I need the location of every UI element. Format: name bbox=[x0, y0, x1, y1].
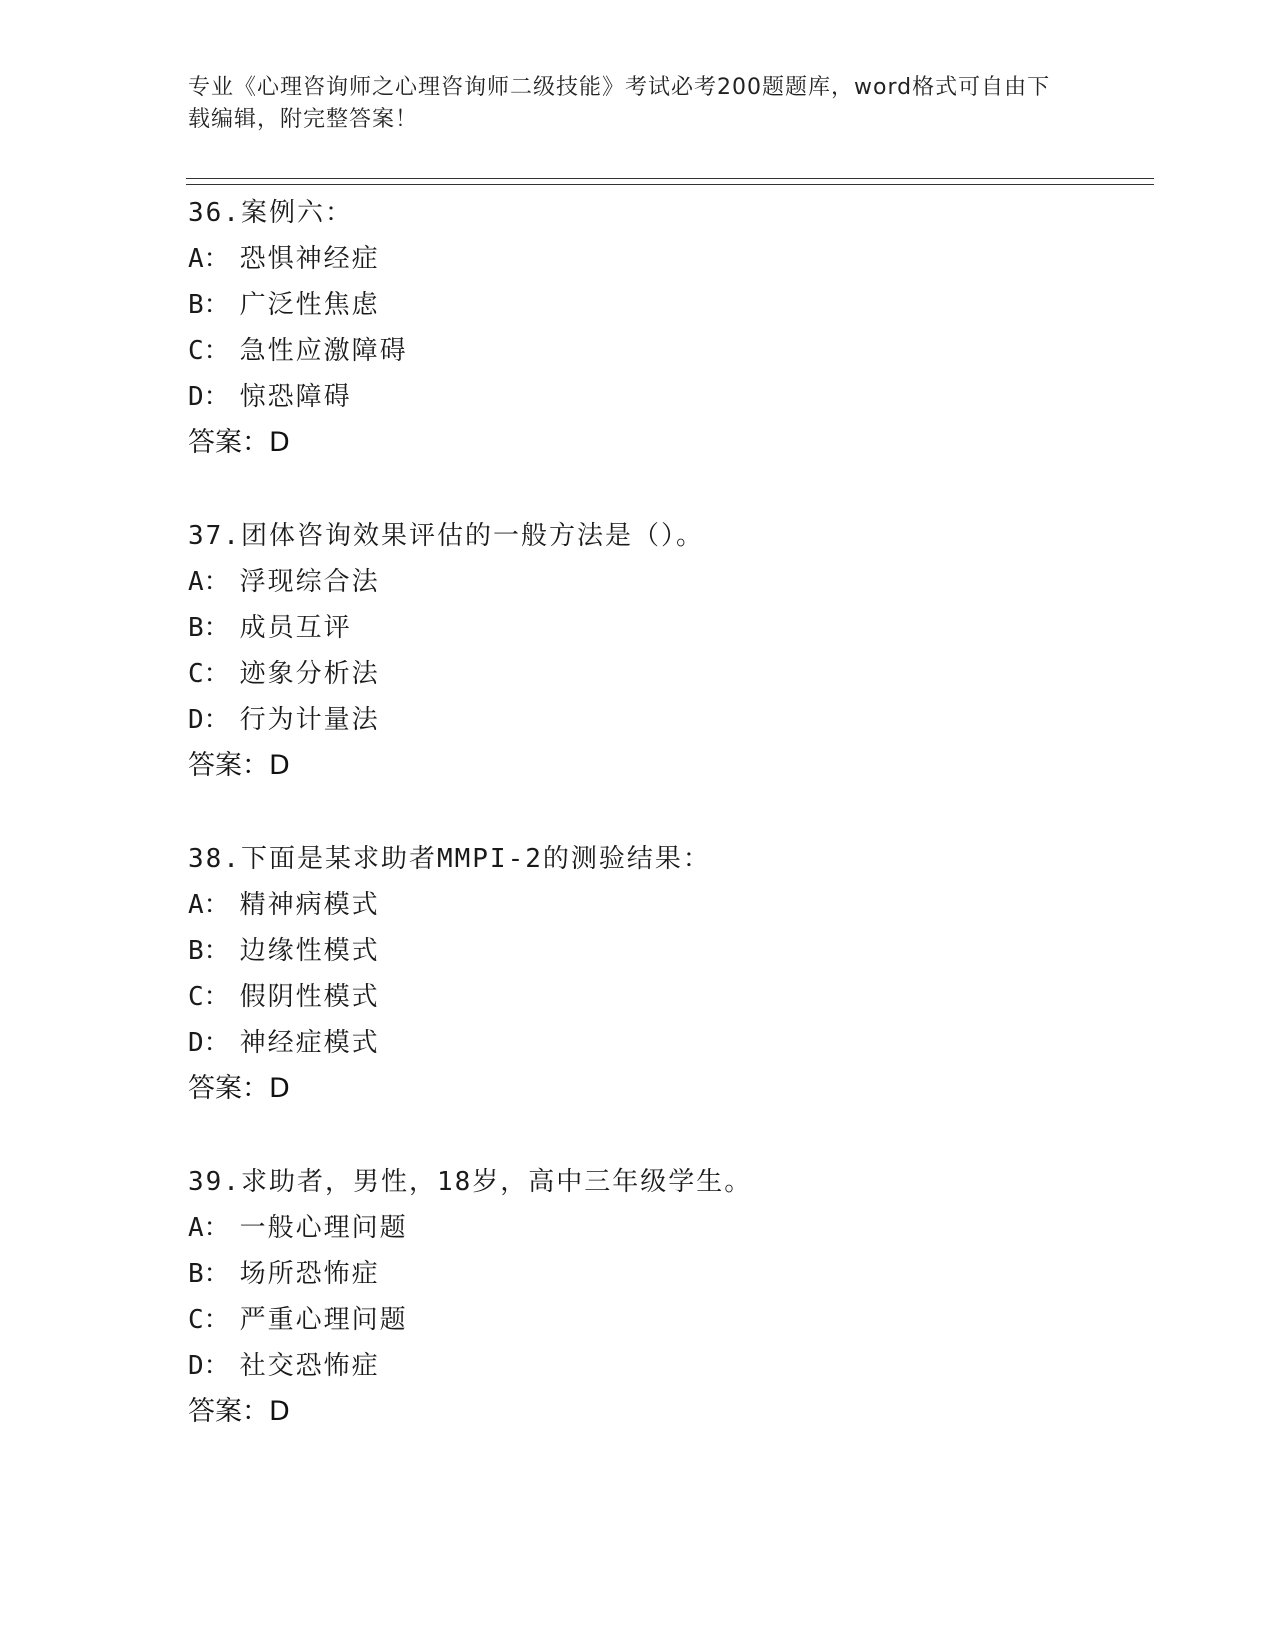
option-c bbox=[188, 651, 1128, 697]
option-a bbox=[188, 559, 1128, 605]
option-text: 边缘性模式 bbox=[239, 936, 380, 966]
option-text: 精神病模式 bbox=[239, 890, 380, 920]
option-a bbox=[188, 882, 1128, 928]
option-letter: A bbox=[188, 244, 204, 274]
answer-line: 答案：D bbox=[188, 750, 290, 781]
option-d bbox=[188, 1343, 1128, 1389]
option-c bbox=[188, 328, 1128, 374]
question-stem: 37.团体咨询效果评估的一般方法是（）。 bbox=[188, 521, 704, 551]
question-38 bbox=[188, 836, 1128, 1112]
option-a bbox=[188, 1205, 1128, 1251]
option-text: 神经症模式 bbox=[239, 1028, 380, 1058]
option-separator: ： bbox=[203, 382, 230, 412]
option-letter: A bbox=[188, 1213, 204, 1243]
header-divider-bottom bbox=[186, 184, 1154, 185]
option-letter: B bbox=[188, 1259, 204, 1289]
option-c bbox=[188, 1297, 1128, 1343]
option-text: 恐惧神经症 bbox=[239, 244, 380, 274]
option-text: 一般心理问题 bbox=[239, 1213, 408, 1243]
option-letter: A bbox=[188, 890, 204, 920]
option-letter: C bbox=[188, 659, 204, 689]
answer-line: 答案：D bbox=[188, 1073, 290, 1104]
option-text: 惊恐障碍 bbox=[239, 382, 352, 412]
option-separator: ： bbox=[203, 1351, 230, 1381]
option-text: 严重心理问题 bbox=[239, 1305, 408, 1335]
option-separator: ： bbox=[203, 567, 230, 597]
option-separator: ： bbox=[203, 659, 230, 689]
answer-line: 答案：D bbox=[188, 1396, 290, 1427]
option-text: 成员互评 bbox=[239, 613, 352, 643]
question-stem: 38.下面是某求助者MMPI-2的测验结果： bbox=[188, 844, 711, 874]
question-36 bbox=[188, 190, 1128, 466]
option-d bbox=[188, 374, 1128, 420]
option-letter: B bbox=[188, 936, 204, 966]
option-d bbox=[188, 697, 1128, 743]
option-letter: D bbox=[188, 1351, 204, 1381]
option-b bbox=[188, 928, 1128, 974]
option-b bbox=[188, 605, 1128, 651]
option-text: 浮现综合法 bbox=[239, 567, 380, 597]
option-a bbox=[188, 236, 1128, 282]
option-letter: D bbox=[188, 382, 204, 412]
option-separator: ： bbox=[203, 890, 230, 920]
question-stem: 36.案例六： bbox=[188, 198, 353, 228]
option-c bbox=[188, 974, 1128, 1020]
option-separator: ： bbox=[203, 982, 230, 1012]
option-separator: ： bbox=[203, 613, 230, 643]
option-separator: ： bbox=[203, 1305, 230, 1335]
option-text: 行为计量法 bbox=[239, 705, 380, 735]
option-b bbox=[188, 282, 1128, 328]
question-list bbox=[188, 190, 1128, 1435]
option-separator: ： bbox=[203, 1259, 230, 1289]
option-letter: C bbox=[188, 336, 204, 366]
question-37 bbox=[188, 513, 1128, 789]
option-separator: ： bbox=[203, 705, 230, 735]
option-separator: ： bbox=[203, 290, 230, 320]
option-letter: D bbox=[188, 1028, 204, 1058]
option-letter: C bbox=[188, 982, 204, 1012]
answer-line: 答案：D bbox=[188, 427, 290, 458]
option-letter: A bbox=[188, 567, 204, 597]
question-39 bbox=[188, 1159, 1128, 1435]
option-letter: C bbox=[188, 1305, 204, 1335]
header-divider-top bbox=[186, 178, 1154, 179]
option-d bbox=[188, 1020, 1128, 1066]
option-text: 场所恐怖症 bbox=[239, 1259, 380, 1289]
option-text: 急性应激障碍 bbox=[239, 336, 408, 366]
option-text: 迹象分析法 bbox=[239, 659, 380, 689]
option-text: 广泛性焦虑 bbox=[239, 290, 380, 320]
option-separator: ： bbox=[203, 936, 230, 966]
option-letter: B bbox=[188, 613, 204, 643]
option-letter: D bbox=[188, 705, 204, 735]
question-stem: 39.求助者，男性，18岁，高中三年级学生。 bbox=[188, 1167, 753, 1197]
option-b bbox=[188, 1251, 1128, 1297]
document-intro: 专业《心理咨询师之心理咨询师二级技能》考试必考200题题库，word格式可自由下载编辑，附完整答案！ bbox=[188, 75, 1051, 132]
option-separator: ： bbox=[203, 336, 230, 366]
option-separator: ： bbox=[203, 1213, 230, 1243]
option-separator: ： bbox=[203, 244, 230, 274]
option-text: 社交恐怖症 bbox=[239, 1351, 380, 1381]
option-text: 假阴性模式 bbox=[239, 982, 380, 1012]
option-letter: B bbox=[188, 290, 204, 320]
option-separator: ： bbox=[203, 1028, 230, 1058]
